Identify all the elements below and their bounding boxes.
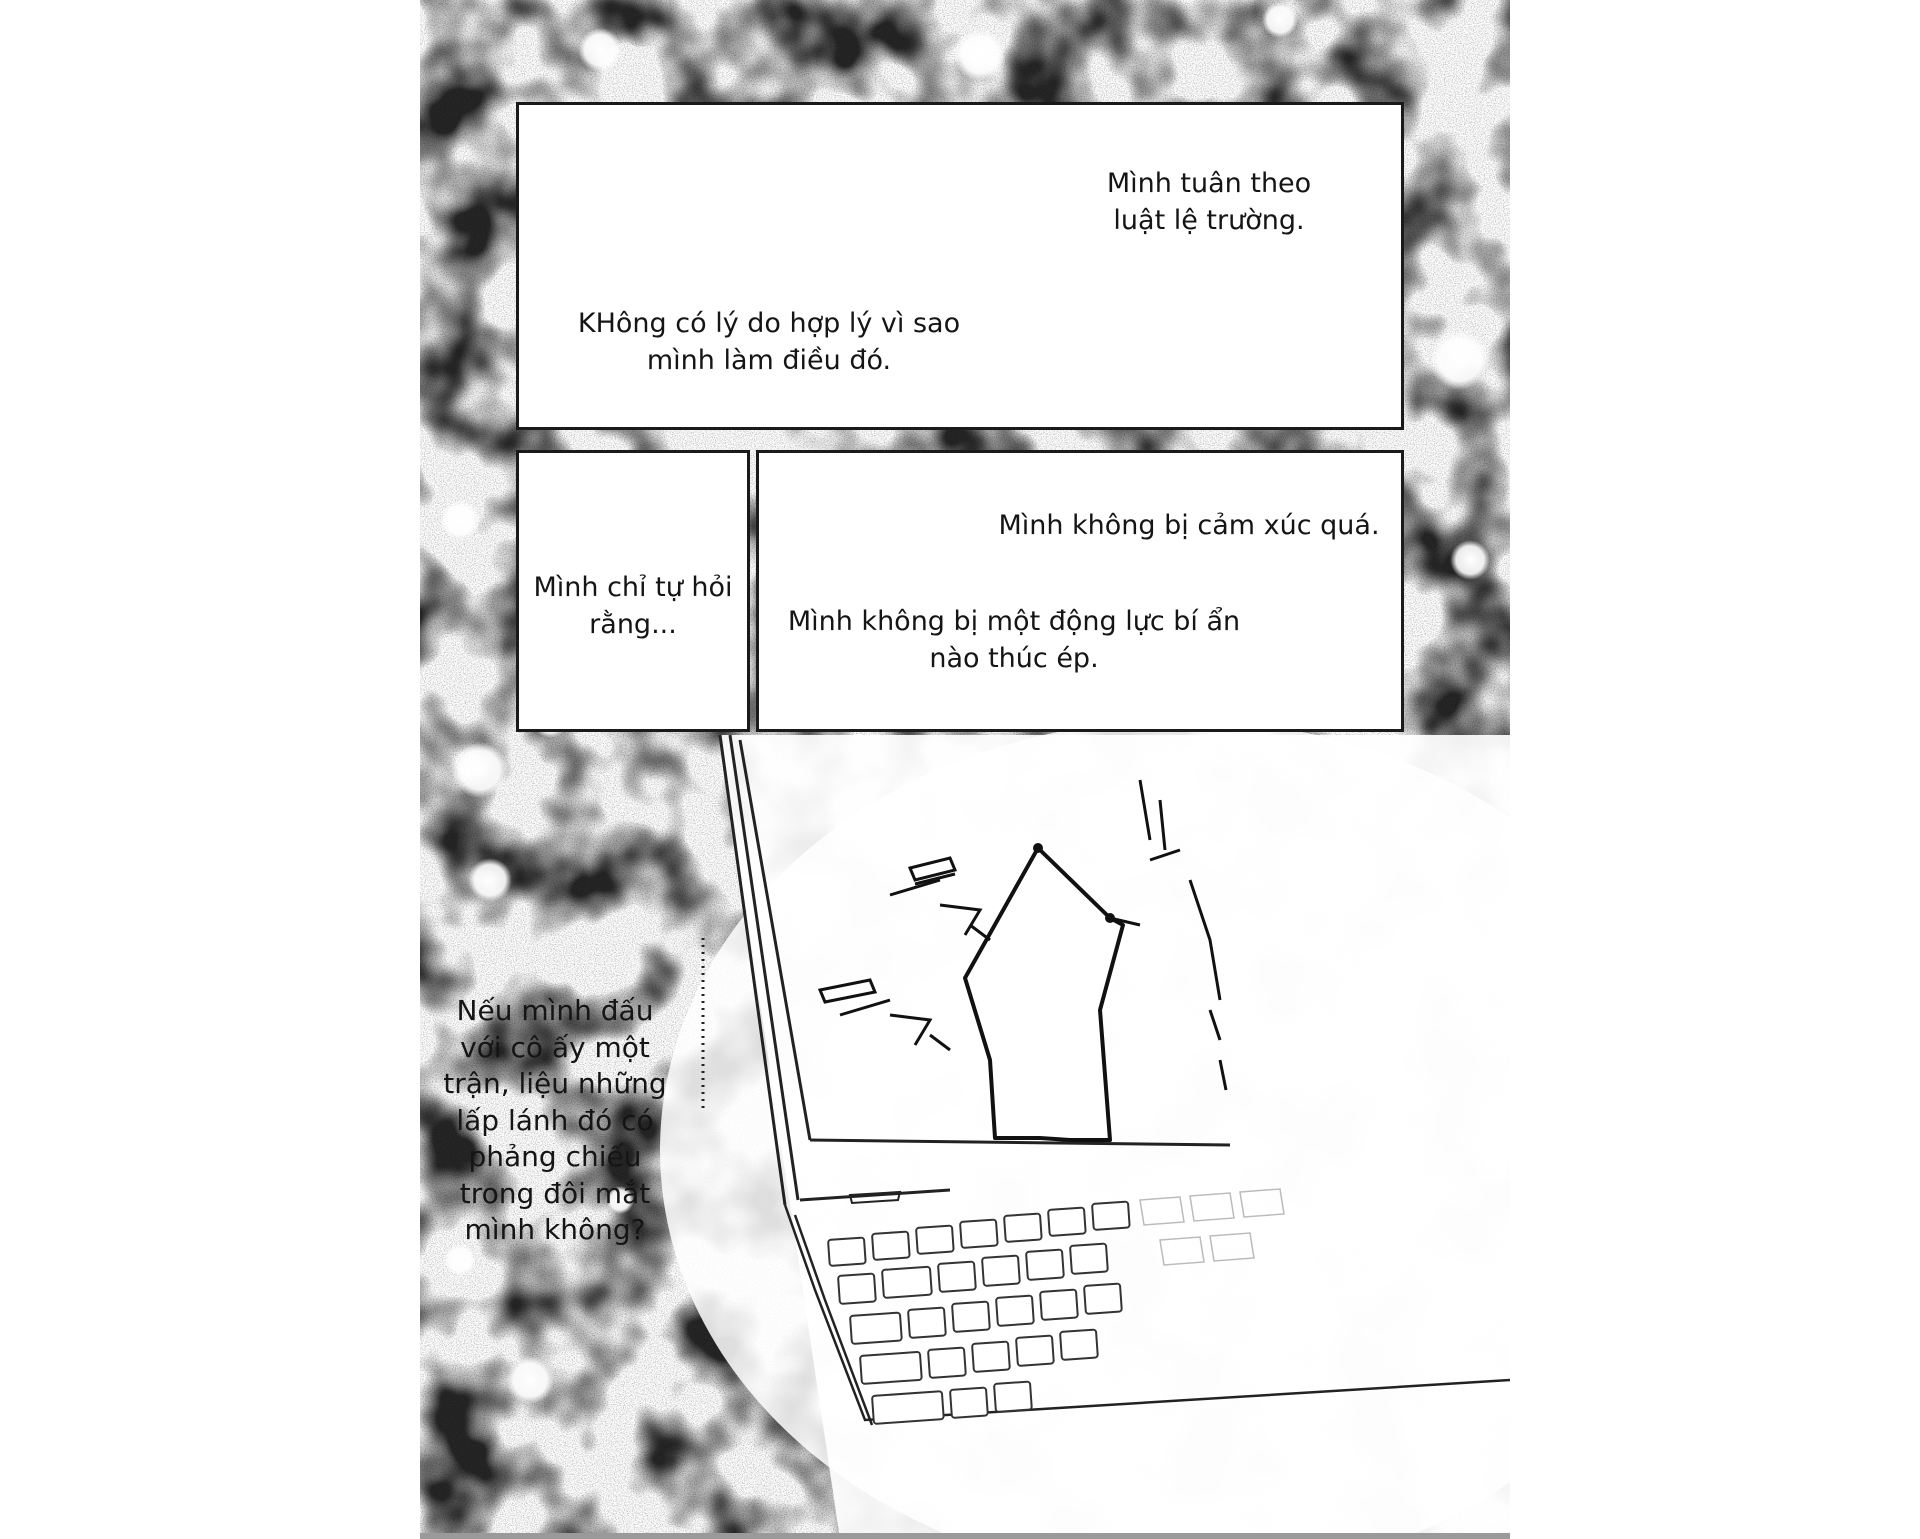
narration-sparkle-question: Nếu mình đấu với cô ấy một trận, liệu những lấp lánh đó có phảng chiếu trong đôi mắt mình không? (443, 994, 667, 1246)
caption-no-mysterious-drive: Mình không bị một động lực bí ẩn nào thúc ép. (787, 606, 1241, 674)
caption-just-wondering: Mình chỉ tự hỏi rằng... (533, 572, 733, 640)
page-bottom-edge (420, 1533, 1510, 1539)
caption-not-emotional: Mình không bị cảm xúc quá. (998, 510, 1380, 541)
panel-middle-left (516, 450, 750, 732)
caption-school-rules: Mình tuân theo luật lệ trường. (1106, 168, 1312, 236)
manga-page (420, 0, 1510, 1539)
panel-top (516, 102, 1404, 430)
panel-middle-right (756, 450, 1404, 732)
caption-no-reason: KHông có lý do hợp lý vì sao mình làm điều đó. (577, 308, 961, 376)
